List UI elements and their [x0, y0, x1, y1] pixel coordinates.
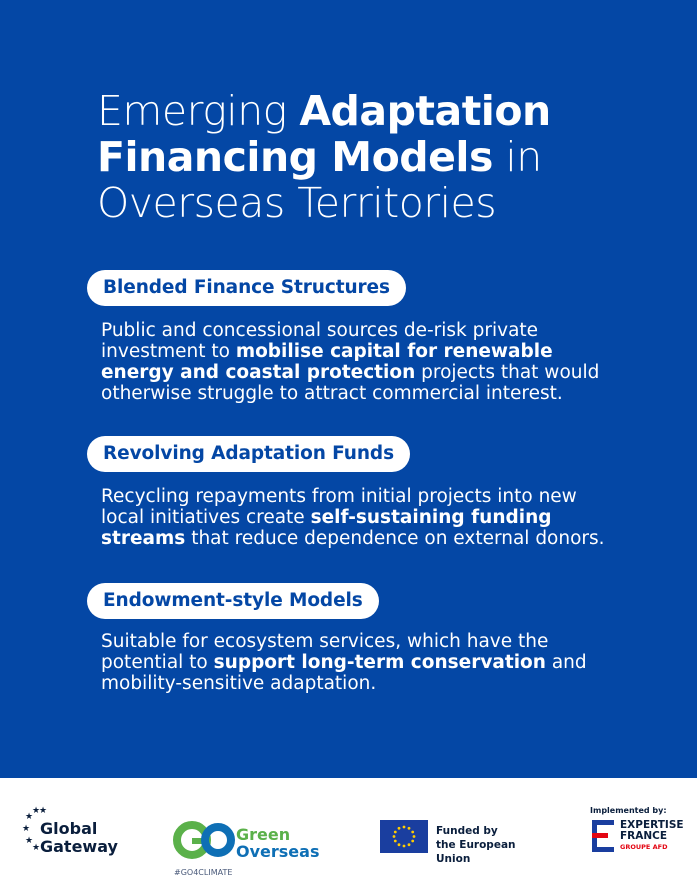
ef-line1: EXPERTISE [620, 819, 684, 831]
section-text-bold: self-sustaining funding streams [101, 507, 552, 549]
ef-line2: FRANCE [620, 830, 668, 842]
eu-flag-icon [380, 820, 428, 853]
green-word: Green [236, 825, 291, 844]
svg-text:★: ★ [39, 806, 48, 816]
go-icon [174, 820, 234, 864]
svg-text:★: ★ [22, 824, 31, 834]
section-heading-endowment: Endowment-style Models [87, 583, 379, 619]
section-text-bold: support long-term conservation [213, 652, 546, 673]
gg-line2: Gateway [40, 837, 118, 856]
svg-text:★: ★ [32, 843, 41, 853]
implemented-by-label: Implemented by: [590, 806, 667, 815]
section-text-endowment [101, 631, 621, 694]
section-text-part: projects that would otherwise struggle to attract commercial interest. [101, 362, 600, 404]
green-overseas-logo [174, 820, 329, 877]
section-text-revolving-funds [101, 486, 621, 549]
title-bold: Adaptation Financing Models [97, 87, 551, 181]
section-text-bold: mobilise capital for renewable energy and coastal protection [101, 341, 553, 383]
svg-text:★: ★ [32, 806, 41, 816]
section-text-part: Public and concessional sources de-risk private investment to [101, 320, 539, 362]
title-part1: Emerging [97, 87, 300, 135]
expertise-france-logo [590, 806, 690, 866]
overseas-word: Overseas [236, 842, 320, 861]
go4climate-hashtag: #GO4CLIMATE [174, 868, 233, 877]
ef-mark-icon [592, 820, 616, 852]
eu-line1: Funded by [436, 825, 498, 837]
expertise-france-name [620, 820, 684, 842]
section-text-part: Recycling repayments from initial projects into new local initiatives create [101, 486, 577, 528]
title-part2: in Overseas Territories [97, 133, 542, 227]
global-gateway-logo [22, 806, 132, 856]
svg-text:★: ★ [25, 836, 34, 846]
section-heading-revolving-funds: Revolving Adaptation Funds [87, 436, 410, 472]
section-heading-blended-finance: Blended Finance Structures [87, 270, 406, 306]
svg-text:★: ★ [25, 812, 34, 822]
footer-logos [0, 778, 697, 877]
section-text-part: that reduce dependence on external donors. [185, 528, 605, 549]
page-title [97, 88, 637, 226]
section-text-blended-finance [101, 320, 621, 404]
gg-line1: Global [40, 819, 98, 838]
gg-stars-icon [22, 806, 48, 856]
global-gateway-text [40, 820, 118, 856]
section-text-part: and mobility-sensitive adaptation. [101, 652, 587, 694]
eu-funded-text [436, 824, 545, 866]
eu-funded-logo [380, 820, 545, 865]
section-text-part: Suitable for ecosystem services, which have the potential to [101, 631, 549, 673]
eu-line2: the European Union [436, 839, 516, 865]
groupe-afd-label: GROUPE AFD [620, 843, 668, 851]
